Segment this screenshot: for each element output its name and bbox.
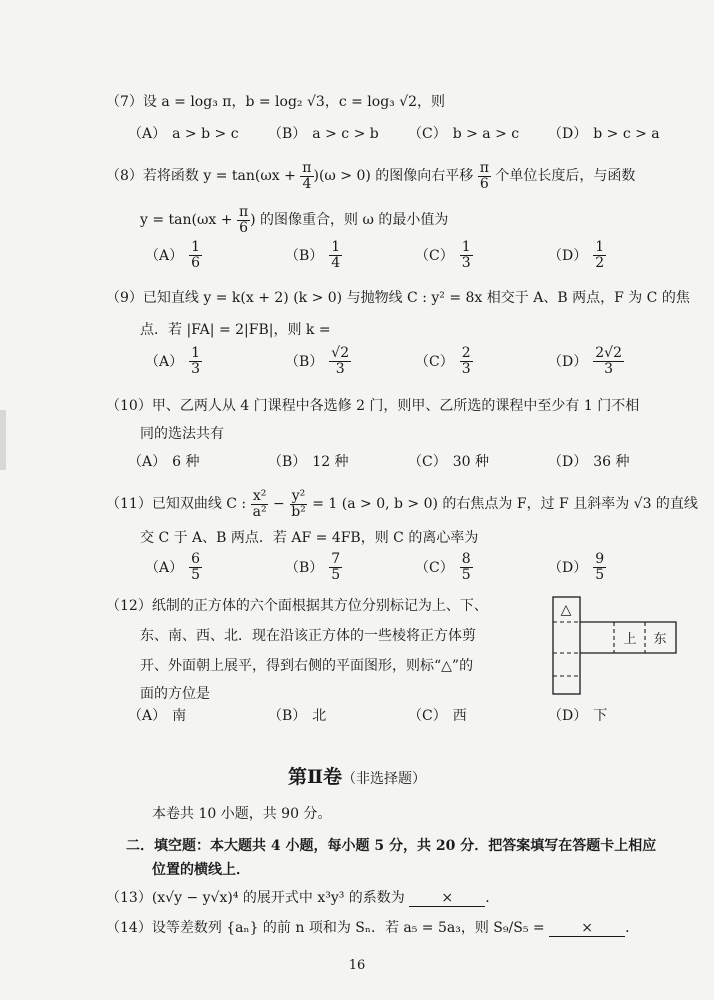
net-east-label: 东 — [653, 632, 667, 647]
q11-option-c: （C） $\frac{8}{5}$ — [415, 551, 471, 583]
q7-option-c: （C） b > a > c — [408, 126, 520, 142]
q9-options — [0, 346, 714, 386]
q9-option-d: （D） $\frac{2√2}{3}$ — [548, 345, 622, 377]
q11-stem-line2: 交 C 于 A、B 两点．若 AF = 4FB，则 C 的离心率为 — [140, 530, 479, 546]
section-title-sub: （非选择题） — [342, 771, 426, 787]
q8-option-d: （D） $\frac{1}{2}$ — [548, 239, 605, 271]
q7-option-a: （A） a > b > c — [128, 126, 239, 142]
q10-option-c: （C） 30 种 — [408, 454, 489, 470]
q10-stem-line2: 同的选法共有 — [140, 426, 224, 442]
q12-option-a: （A） 南 — [128, 708, 187, 724]
q9-stem-line1: （9）已知直线 y = k(x + 2) (k > 0) 与抛物线 C : y² = 8x 相交于 A、B 两点，F 为 C 的焦 — [106, 290, 690, 306]
q7-stem: （7）设 a = log₃ π，b = log₂ √3，c = log₃ √2，则 — [106, 94, 446, 110]
cube-net-figure — [552, 596, 694, 696]
q9-option-c: （C） $\frac{2}{3}$ — [415, 345, 471, 377]
q10-stem-line1: （10）甲、乙两人从 4 门课程中各选修 2 门，则甲、乙所选的课程中至少有 1 门不相 — [106, 398, 640, 414]
q12-option-d: （D） 下 — [548, 708, 608, 724]
q14-stem: （14）设等差数列 {aₙ} 的前 n 项和为 Sₙ．若 a₅ = 5a₃，则 S₉/S₅ = × ． — [106, 920, 640, 936]
q7-option-d: （D） b > c > a — [548, 126, 660, 142]
q12-stem-line3: 开、外面朝上展平，得到右侧的平面图形，则标“△”的 — [140, 658, 474, 674]
q10-option-a: （A） 6 种 — [128, 454, 200, 470]
q11-frac-x2-a2: $\frac{\text{x²}}{\text{a²}}$ — [252, 487, 267, 520]
q8-frac-pi-6-b: $\frac{\pi}{6}$ — [238, 203, 249, 236]
page-number: 16 — [348, 958, 366, 973]
q11-options — [0, 552, 714, 592]
q7-option-b: （B） a > c > b — [268, 126, 379, 142]
q8-stem-line2: y = tan(ωx + $\frac{\pi}{6}$ ) 的图像重合，则 ω 的最小值为 — [140, 203, 449, 236]
net-triangle-label: △ — [560, 602, 572, 618]
q12-stem-line1: （12）纸制的正方体的六个面根据其方位分别标记为上、下、 — [106, 598, 488, 614]
q12-stem-line2: 东、南、西、北．现在沿该正方体的一些棱将正方体剪 — [140, 628, 476, 644]
net-up-label: 上 — [623, 632, 637, 647]
q11-option-d: （D） $\frac{9}{5}$ — [548, 551, 605, 583]
part2-instruction-line2: 位置的横线上． — [152, 862, 250, 878]
q9-option-a: （A） $\frac{1}{3}$ — [145, 345, 201, 377]
q8-option-b: （B） $\frac{1}{4}$ — [285, 239, 341, 271]
q8-options — [0, 240, 714, 280]
q8-frac-pi-6: $\frac{\pi}{6}$ — [479, 159, 489, 192]
q8-frac-pi-4: $\frac{\pi}{4}$ — [302, 159, 312, 192]
q14-answer-blank: × — [549, 920, 625, 937]
q10-option-b: （B） 12 种 — [268, 454, 349, 470]
section-title — [0, 762, 714, 789]
q12-option-c: （C） 西 — [408, 708, 467, 724]
q11-option-b: （B） $\frac{7}{5}$ — [285, 551, 341, 583]
q11-option-a: （A） $\frac{6}{5}$ — [145, 551, 201, 583]
q13-stem: （13）(x√y − y√x)⁴ 的展开式中 x³y³ 的系数为 × ． — [106, 890, 500, 906]
q12-stem-line4: 面的方位是 — [140, 686, 210, 702]
q8-option-a: （A） $\frac{1}{6}$ — [145, 239, 201, 271]
q9-stem-line2: 点．若 |FA| = 2|FB|，则 k = — [140, 322, 331, 338]
q9-option-b: （B） $\frac{√2}{3}$ — [285, 345, 350, 377]
q10-option-d: （D） 36 种 — [548, 454, 630, 470]
section-intro: 本卷共 10 小题，共 90 分。 — [152, 806, 332, 822]
q13-answer-blank: × — [409, 890, 485, 907]
section-title-main: 第Ⅱ卷 — [287, 766, 342, 788]
q8-stem-line1: （8）若将函数 y = tan(ωx + $\frac{\pi}{4}$ )(ω > 0) 的图像向右平移 $\frac{\pi}{6}$ 个单位长度后，与函数 — [106, 159, 636, 192]
q11-stem-line1: （11）已知双曲线 C : $\frac{\text{x²}}{\text{a²}}$ − $\frac{\text{y²}}{\text{b²}}$ = 1 (a > 0, b > 0) 的右焦点为 F，过 F 且斜率为 √3 的直线 — [106, 487, 698, 520]
part2-instruction-line1: 二．填空题：本大题共 4 小题，每小题 5 分，共 20 分．把答案填写在答题卡上相应 — [126, 838, 657, 854]
q11-frac-y2-b2: $\frac{\text{y²}}{\text{b²}}$ — [291, 487, 306, 520]
q8-option-c: （C） $\frac{1}{3}$ — [415, 239, 471, 271]
q12-options — [0, 706, 714, 746]
q12-option-b: （B） 北 — [268, 708, 327, 724]
